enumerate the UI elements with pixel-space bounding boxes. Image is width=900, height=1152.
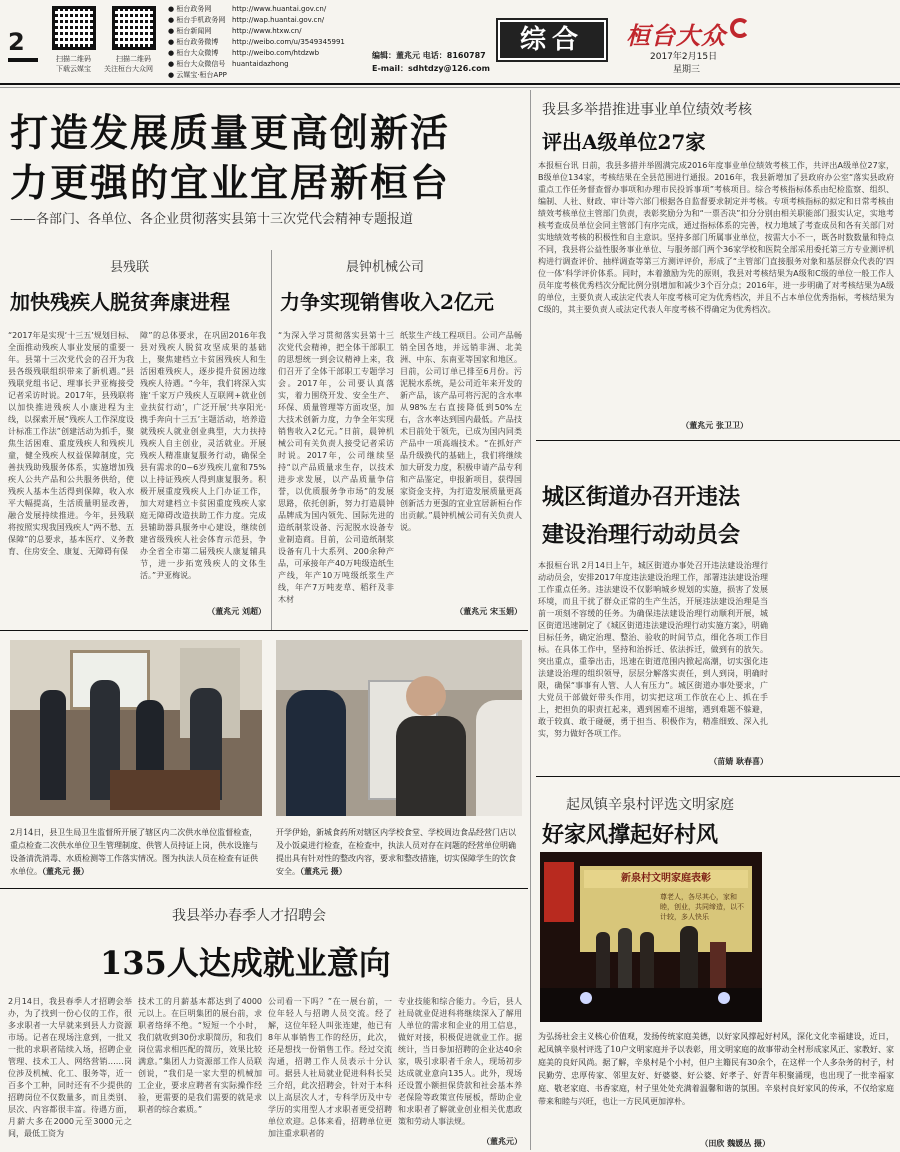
award-banner: 新泉村文明家庭表彰 xyxy=(584,870,748,888)
left-kicker: 县残联 xyxy=(110,260,150,275)
a1-rule xyxy=(536,440,900,441)
photo-food-inspection xyxy=(276,640,522,816)
paper-name: 桓台大众 xyxy=(626,21,726,50)
right-column-divider xyxy=(530,90,531,1150)
qr-code-app xyxy=(52,6,96,50)
link-item[interactable]: ● 桓台新闻网 http://www.htxw.cn/ xyxy=(168,27,302,35)
link-item[interactable]: ● 桓台大众微博 http://weibo.com/htdzwb xyxy=(168,49,320,57)
a2-rule xyxy=(536,776,900,777)
a2-headline-line2: 建设治理行动动员会 xyxy=(542,522,741,548)
a1-credit: （董兆元 张卫卫） xyxy=(681,421,748,430)
a3-kicker: 起凤镇辛泉村评选文明家庭 xyxy=(566,797,734,813)
editor-line: 编辑：董兆元 电话：8160787 xyxy=(372,51,486,60)
masthead xyxy=(0,0,900,80)
link-item[interactable]: ● 桓台手机政务网 http://wap.huantai.gov.cn/ xyxy=(168,16,325,24)
caption-left-text: 2月14日，县卫生局卫生监督所开展了辖区内二次供水单位监督检查，重点检查二次供水单位卫生管理制度、供管人员持证上岗，供水设施与设备清洗消毒、水质检测等工作落实情况。图为执法人员在检查有证供水单位。 xyxy=(10,828,258,876)
a1-kicker: 我县多举措推进事业单位绩效考核 xyxy=(542,102,752,118)
caption-left xyxy=(10,826,262,878)
masthead-rule-thin xyxy=(0,87,900,88)
a3-headline: 好家风撑起好村风 xyxy=(542,822,719,848)
lead-title-line1: 打造发展质量更高创新活 xyxy=(10,110,451,155)
talent-col2: 技术工的月薪基本都达到了4000元以上。在巨明集团的展台前，求职者络绎不绝。“短短一个小时，我们就收到30份求职简历，和我们岗位需求相匹配的简历，效果比较满意。”集团人力资源部工作人员联创说，“我们是一家大型的机械加工企业，要求应聘者有实际操作经验，更需要的是我们需要的就是求职者的综合素质。” xyxy=(138,997,262,1114)
page-number: 2 xyxy=(8,28,25,56)
caption-left-credit: （董兆元 摄） xyxy=(42,866,89,876)
left-col2: 障”的总体要求，在巩固2016年我县对残疾人脱贫攻坚成果的基础上，聚焦建档立卡贫困残疾人和生活困难残疾人，逐步提升贫困边缘残疾人待遇。“今年，我们将深入实施‘千家万户残疾人互联网+就业创业扶贫行动’，广泛开展‘共享阳光·携手奔向十三五’主题活动，培养造就残疾人就业创业典型，大力扶持残疾人自主创业，灵活就业。开展残疾人精准康复服务行动，确保全县有需求的0~6岁残疾儿童和75%以上持证残疾人得到康复服务。积极开展重度残疾人上门办证工作，加大对建档立卡贫困重度残疾人家庭无障碍改造扶助工作力度。完成县辅助器具服务中心建设，继续创建省级残疾人社会体育示范县，争办全省全市第二届残疾人康复辅具节，进一步拓宽残疾人的文体生活。”尹亚梅说。 xyxy=(140,331,266,580)
issue-date: 2017年2月15日 xyxy=(650,52,718,62)
photo-family-award xyxy=(540,852,762,1022)
a3-credit: （田欣 魏媛丛 摄） xyxy=(700,1139,770,1148)
a3-body: 为弘扬社会主义核心价值观，发扬传统家庭美德，以好家风撑起好村风，深化文化幸福建设，近日，起凤镇辛泉村评选了10户文明家庭并予以表彰，用文明家庭的故事带动全村形成家风正、家教好、家庭美的良好风尚。据了解，辛泉村是个小村，但户主籍民有30余个，在这样一个人多杂务的村子，村民勤劳、忠厚传家、邻里友好、好婆婆、好公婆、好孝子、好青年积聚涌现，也出现了一批幸福家庭、敬老家庭、书香家庭，村子里处处充满着温馨和谐的氛围。辛泉村良好家风的传承，不仅给家庭带来和睦与兴旺，也让一方民风更加淳朴。 xyxy=(538,1032,894,1106)
caption-right xyxy=(276,826,522,878)
right-kicker: 晨钟机械公司 xyxy=(346,260,425,275)
lead-title-line2: 力更强的宜业宜居新桓台 xyxy=(10,160,451,205)
right-headline: 力争实现销售收入2亿元 xyxy=(280,290,494,314)
a2-credit: （苗婧 耿春喜） xyxy=(709,757,768,766)
talent-credit: （董兆元） xyxy=(482,1137,522,1146)
talent-col3: 公司看一下吗？”在一展台前，一位年轻人与招聘人员交流。经了解，这位年轻人叫张连建，他已有8年从事销售工作的经历，此次，还是想找一份销售工作。经过交流沟通，招聘工作人员表示十分认可。据县人社局就业促进科科长吴三介绍，此次招聘会，针对于本科以上高层次人才，专科学历及中专学历的实用型人才求职者更受招聘单位欢迎。总体来看，招聘单位更加注重求职者的 xyxy=(268,997,392,1138)
paper-logo-icon xyxy=(730,18,750,38)
qr2-label-1: 扫描二维码 xyxy=(116,55,151,63)
section-title: 综合 xyxy=(519,25,584,55)
link-item[interactable]: ● 桓台大众微信号 huantaidazhong xyxy=(168,60,289,68)
link-list xyxy=(168,4,378,81)
email-line: E-mail：sdhtdzy@126.com xyxy=(372,64,490,73)
page-number-rule xyxy=(8,58,38,62)
talent-col4: 专业技能和综合能力。今后，县人社局就业促进科将继续深入了解用人单位的需求和企业的用工信息，做好对接，积极促进就业工作。据统计，当日参加招聘的企业达40余家，吸引求职者千余人，现场初步达成就业意向135人。此外，现场还设置小额担保贷款和社会基本养老保险等政策宣传展板，帮助企业和求职者了解就业创业相关优惠政策和劳动人事法规。 xyxy=(398,997,522,1126)
left-headline: 加快残疾人脱贫奔康进程 xyxy=(10,290,230,314)
talent-col1: 2月14日，我县春季人才招聘会举办，为了找到一份心仪的工作，很多求职者一大早就来到县人力资源市场。记者在现场注意到，一批又一批的求职者陆续入场，招聘企业管理、技术工人、网络营销……岗位涉及机械、化工、服务等，近一百多个工种，同时还有不少提供的招聘岗位不仅数量多，而且类别、层次、内容都很丰富。待遇方面，月薪大多在2000元至3000元之间，最低工资为 xyxy=(8,997,132,1138)
right-col1: “为深入学习贯彻落实县第十三次党代会精神，把全体干部职工的思想统一到会议精神上来，我们召开了全体干部职工专题学习会。2017年，公司要认真落实，着力围绕开发、安全生产、环保、质量管理等方面攻坚，加大技术创新力度，力争全年实现销售收入2亿元。”日前，晨钟机械公司有关负责人接受记者采访时说。2017年，公司继续坚持“以产品质量求生存，以技术进步求发展，以产品质量争信誉，以优质服务争市场”的发展思路，依托创新，努力打造晨钟品牌成为国内领先、国际先进的造纸制浆设备、污泥脱水设备专业制造商。目前，公司造纸制浆设备有几十大系列、200余种产品，可承接年产40万吨级造纸生产线，年产10万吨级纸浆生产线，年产7万吨麦草、稻秆及非木材 xyxy=(278,331,394,604)
photo-health-inspection xyxy=(10,640,262,816)
right-credit: （董兆元 宋玉娟） xyxy=(455,607,522,616)
caption-right-credit: （董兆元 摄） xyxy=(300,866,347,876)
right-col2: 纸浆生产线工程项目。公司产品畅销全国各地，并远销非洲、北美洲、中东、东南亚等国家和地区。目前，公司订单已排至6月份。污泥脱水系统，是公司近年来开发的新产品，该产品可将污泥的含水率从98%左右直接降低到50%左右，含水率达到国内最低。产品技术目前处于领先，已成为国内同类产品中一项高端技术。“在抓好产品升级换代的基础上，我们将继续加大研发力度，积极申请产品专利和产品鉴定，申报新项目，获得国家资金支持，为打造发展质量更高创新活力更强的宜业宜居新桓台作出贡献。”晨钟机械公司有关负责人说。 xyxy=(400,331,522,532)
link-item[interactable]: ● 云媒宝·桓台APP xyxy=(168,71,227,79)
qr2-label-2: 关注桓台大众网 xyxy=(104,65,153,73)
masthead-rule xyxy=(0,83,900,85)
qr1-label-2: 下载云媒宝 xyxy=(56,65,91,73)
talent-kicker: 我县举办春季人才招聘会 xyxy=(172,908,326,924)
lead-bottom-rule xyxy=(0,630,528,631)
a1-body: 本报桓台讯 日前，我县多措并举圆满完成2016年度事业单位绩效考核工作，共评出A级单位27家，B级单位134家，考核结果在全县范围进行通报。2016年，我县新增加了县政府办公室“落实县政府重点工作任务督查督办事项和办理市民投诉事项”考核项目。综合考核指标体系由纪检监察、组织、编制、人社、财政、审计等六部门根据各自监督要求制定并考核。专项考核指标的拟定和日常考核由绩效考核单位主管部门负责，表彰奖励分为和“一票否决”扣分分别由相关职能部门报实认定，实地考核考查成员单位会同主管部门有序完成，通过指标体系的完善，权力地域了考查成员和各有关部门对实地绩效考核的积极性和自主意识。坚持多部门所属事业单位，按需大小不一，既各时数数量和特点不同，我县将公益性服务事业单位、与服务部门两个36家学校和医院全部采用委托第三方专业测评机构进行调查评价、抽样调查等第三方测评评价，形成了“主管部门直接服务对象和基层群众代表的‘四位一体’科学评价体系。同时，本着激励为先的原则，我县对考核结果为A级和C级的单位一般工作人员年度考核优秀档次分配比例分别增加和减少3个百分点；2016年，进一步明确了对考核结果为A级的单位，主要负责人或法定代表人年度考核可定为优秀档次，并且不占本单位优秀指标，考核结果为C级的，其主要负责人或法定代表人年度考核不得确定为优秀档次。 xyxy=(538,161,894,314)
link-item[interactable]: ● 桓台政务微博 http://weibo.com/u/3549345991 xyxy=(168,38,345,46)
issue-weekday: 星期三 xyxy=(673,65,701,75)
link-item[interactable]: ● 桓台政务网 http://www.huantai.gov.cn/ xyxy=(168,5,327,13)
talent-headline: 135人达成就业意向 xyxy=(100,944,391,982)
left-credit: （董兆元 刘超） xyxy=(207,607,266,616)
lead-divider xyxy=(271,250,272,630)
award-board-text: 尊老人，各尽其心，家和睦，创业，共同缔造，以不计较，多人快乐 xyxy=(660,893,744,921)
a1-headline: 评出A级单位27家 xyxy=(542,130,706,154)
caption-right-text: 开学伊始，新城食药所对辖区内学校食堂、学校周边食品经营门店以及小饭桌进行检查，在检查中，执法人员对存在问题的经营单位明确提出具有针对性的整改内容，要求和整改措施，切实保障学生的饮食安全。 xyxy=(276,828,516,876)
a2-body: 本报桓台讯 2月14日上午，城区街道办事处召开违法建设治理行动动员会，安排2017年度违法建设治理工作，部署违法建设治理工作重点任务。违法建设不仅影响城乡规划的实施，损害了发展环境，而且干扰了群众正常的生产生活，开展违法建设治理是当前一项刻不容缓的任务。为确保违法建设治理行动顺利开展，城区街道迅速制定了《城区街道违法建设治理行动实施方案》，明确目标任务，确定治理、整治、验收的时间节点，细化各项工作目标。在具体工作中，坚持和治拆迁、依法拆迁，做到有的放矢。突出重点，重拳出击，迅速在街道范围内掀起高潮，切实强化违法建设治理的组织领导，层层分解落实责任，到人到岗，明确时限，确保“事事有人管、人人有压力”。城区街道办事处要求，广大党员干部做好带头作用，切实把这项工作放在心上、抓在手上，把担负的职责扛起来，遇到困难不退缩，遇到难题不躲避，敢于较真、敢于碰硬，勇于担当、积极作为，精准细致、深入扎实，努力做好各项工作。 xyxy=(538,561,768,738)
qr1-label-1: 扫描二维码 xyxy=(56,55,91,63)
photo-bottom-rule xyxy=(0,888,528,889)
lead-subtitle: ——各部门、各单位、各企业贯彻落实县第十三次党代会精神专题报道 xyxy=(10,212,414,227)
a2-headline-line1: 城区街道办召开违法 xyxy=(542,484,741,510)
qr-code-wechat xyxy=(112,6,156,50)
left-col1: “2017年是实现‘十三五’规划目标、全面推动残疾人事业发展的重要一年。县第十三次党代会的召开为我县各级残联组织带来了新机遇。”县残联党组书记、理事长尹亚梅接受记者采访时说。2017年，县残联将以加快推进残疾人小康进程为主线，以探索开展“残疾人工作深度设计标准工作法”创建活动为抓手，聚焦生活困难、重度残疾人和残疾儿童，健全残疾人权益保障制度，完善扶残助残服务体系，实施增加残疾人公共产品和公共服务供给，使残疾人基本生活得到保障，收入水平大幅提高，生活质量明显改善，融合发展持续推进。今年，县残联将按照实现我国残疾人“两不愁、五保障”的总要求，基本医疗、义务教育、住房安全、康复、无障碍有保 xyxy=(8,331,134,556)
